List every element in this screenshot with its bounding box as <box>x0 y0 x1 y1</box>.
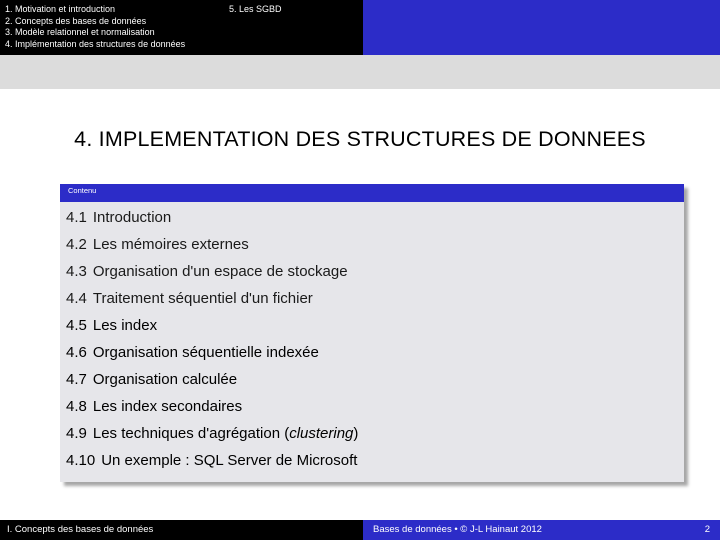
footer-credit: Bases de données • © J-L Hainaut 2012 <box>373 524 542 535</box>
item-label: Organisation calculée <box>92 371 238 388</box>
contents-item <box>66 424 358 451</box>
item-label: Organisation d'un espace de stockage <box>92 263 348 280</box>
section-list-col1 <box>5 4 185 50</box>
subheader-bar <box>0 55 720 89</box>
nav-section-4[interactable]: 4. Implémentation des structures de données <box>5 38 186 49</box>
nav-section-5[interactable]: 5. Les SGBD <box>229 4 282 14</box>
item-label: Les mémoires externes <box>92 236 249 253</box>
item-label-text: Les techniques d'agrégation ( <box>92 425 290 442</box>
item-number: 4.10 <box>66 452 96 469</box>
contents-item <box>66 451 358 478</box>
slide-title: 4. IMPLEMENTATION DES STRUCTURES DE DONNEES <box>74 127 646 151</box>
nav-section-3[interactable]: 3. Modèle relationnel et normalisation <box>5 27 155 37</box>
item-label: Les index secondaires <box>92 398 243 415</box>
contents-heading: Contenu <box>60 184 684 202</box>
item-label: Un exemple : SQL Server de Microsoft <box>101 452 358 469</box>
contents-item <box>66 316 358 343</box>
page-number: 2 <box>704 524 710 535</box>
contents-item <box>66 262 358 289</box>
contents-item <box>66 208 358 235</box>
item-number: 4.4 <box>66 290 87 307</box>
item-label: Traitement séquentiel d'un fichier <box>92 290 313 307</box>
item-number: 4.2 <box>66 236 87 253</box>
contents-block <box>60 184 684 482</box>
item-label: Les index <box>92 317 158 334</box>
header-accent-panel <box>363 0 720 55</box>
item-number: 4.9 <box>66 425 87 442</box>
section-list-col2 <box>229 4 282 16</box>
footer-right <box>363 520 720 540</box>
item-label: Introduction <box>92 209 172 226</box>
item-number: 4.5 <box>66 317 87 334</box>
contents-item <box>66 343 358 370</box>
footer-chapter: I. Concepts des bases de données <box>0 520 363 540</box>
nav-section-1[interactable]: 1. Motivation et introduction <box>5 4 116 14</box>
item-number: 4.1 <box>66 209 87 226</box>
contents-item <box>66 397 358 424</box>
item-label-italic: clustering <box>289 425 354 442</box>
item-number: 4.8 <box>66 398 87 415</box>
contents-item <box>66 370 358 397</box>
contents-item <box>66 289 358 316</box>
nav-section-2[interactable]: 2. Concepts des bases de données <box>5 15 147 26</box>
item-label: Organisation séquentielle indexée <box>92 344 319 361</box>
item-number: 4.6 <box>66 344 87 361</box>
top-navigation-bar <box>0 0 720 55</box>
item-number: 4.3 <box>66 263 87 280</box>
contents-list <box>66 208 358 478</box>
contents-item <box>66 235 358 262</box>
footer-bar <box>0 520 720 540</box>
section-nav <box>0 0 363 55</box>
item-number: 4.7 <box>66 371 87 388</box>
item-label <box>93 425 359 442</box>
item-label-suffix: ) <box>353 425 359 442</box>
